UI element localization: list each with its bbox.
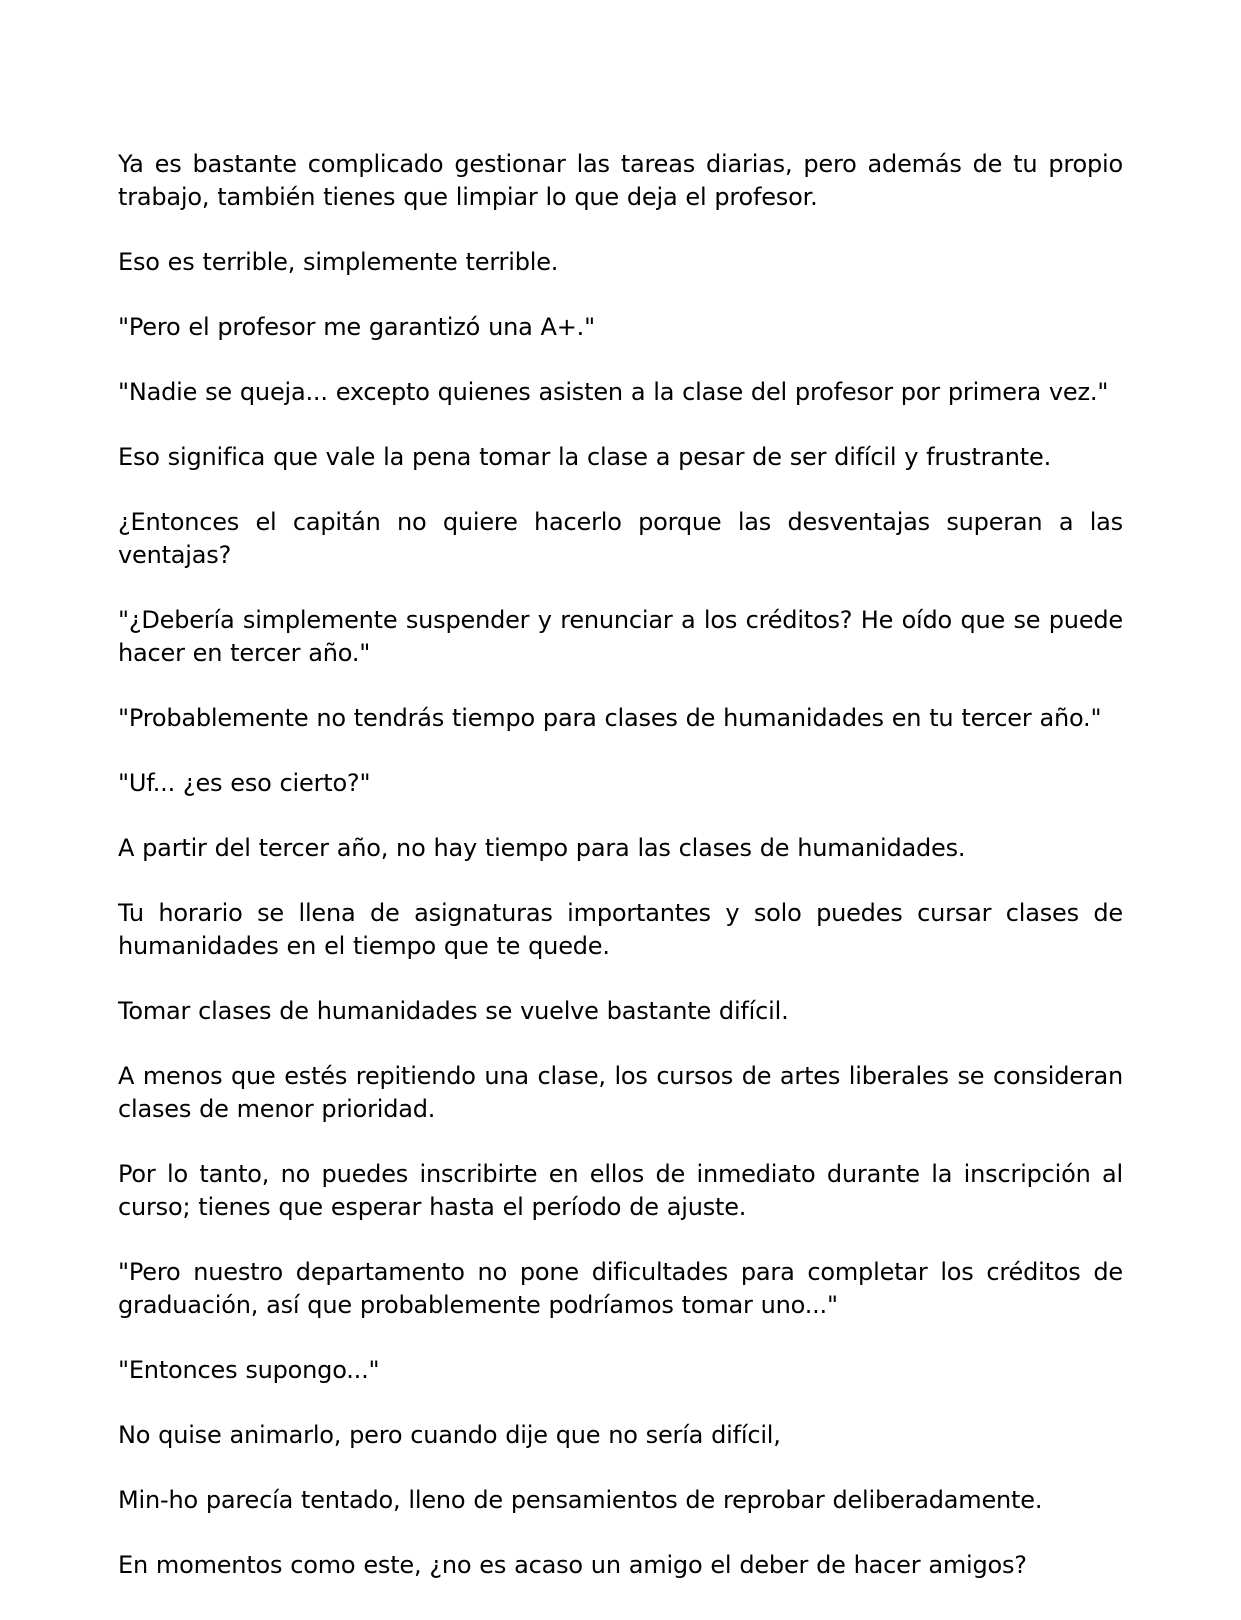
paragraph-4: "Nadie se queja... excepto quienes asisten a la clase del profesor por primera vez." bbox=[118, 378, 1109, 406]
paragraph-16: "Entonces supongo..." bbox=[118, 1356, 380, 1384]
paragraph-8: "Probablemente no tendrás tiempo para clases de humanidades en tu tercer año." bbox=[118, 704, 1102, 732]
paragraph-2: Eso es terrible, simplemente terrible. bbox=[118, 248, 559, 276]
paragraph-10: A partir del tercer año, no hay tiempo para las clases de humanidades. bbox=[118, 834, 966, 862]
paragraph-18: Min-ho parecía tentado, lleno de pensamientos de reprobar deliberadamente. bbox=[118, 1486, 1043, 1514]
paragraph-12: Tomar clases de humanidades se vuelve bastante difícil. bbox=[118, 997, 789, 1025]
paragraph-17: No quise animarlo, pero cuando dije que no sería difícil, bbox=[118, 1421, 781, 1449]
paragraph-1: Ya es bastante complicado gestionar las tareas diarias, pero además de tu propio trabajo, también tienes que limpiar lo que deja el profesor. bbox=[118, 150, 1123, 211]
paragraph-19: En momentos como este, ¿no es acaso un amigo el deber de hacer amigos? bbox=[118, 1551, 1027, 1579]
paragraph-14: Por lo tanto, no puedes inscribirte en ellos de inmediato durante la inscripción al curso; tienes que esperar hasta el período de ajuste. bbox=[118, 1160, 1123, 1221]
paragraph-7: "¿Debería simplemente suspender y renunciar a los créditos? He oído que se puede hacer en tercer año." bbox=[118, 606, 1123, 667]
paragraph-15: "Pero nuestro departamento no pone dificultades para completar los créditos de graduación, así que probablemente podríamos tomar uno..." bbox=[118, 1258, 1123, 1319]
document-page bbox=[118, 148, 1123, 1614]
paragraph-9: "Uf... ¿es eso cierto?" bbox=[118, 769, 371, 797]
paragraph-3: "Pero el profesor me garantizó una A+." bbox=[118, 313, 595, 341]
paragraph-13: A menos que estés repitiendo una clase, los cursos de artes liberales se consideran clases de menor prioridad. bbox=[118, 1062, 1123, 1123]
paragraph-11: Tu horario se llena de asignaturas importantes y solo puedes cursar clases de humanidades en el tiempo que te quede. bbox=[118, 899, 1123, 960]
paragraph-5: Eso significa que vale la pena tomar la clase a pesar de ser difícil y frustrante. bbox=[118, 443, 1052, 471]
paragraph-6: ¿Entonces el capitán no quiere hacerlo porque las desventajas superan a las ventajas? bbox=[118, 508, 1123, 569]
